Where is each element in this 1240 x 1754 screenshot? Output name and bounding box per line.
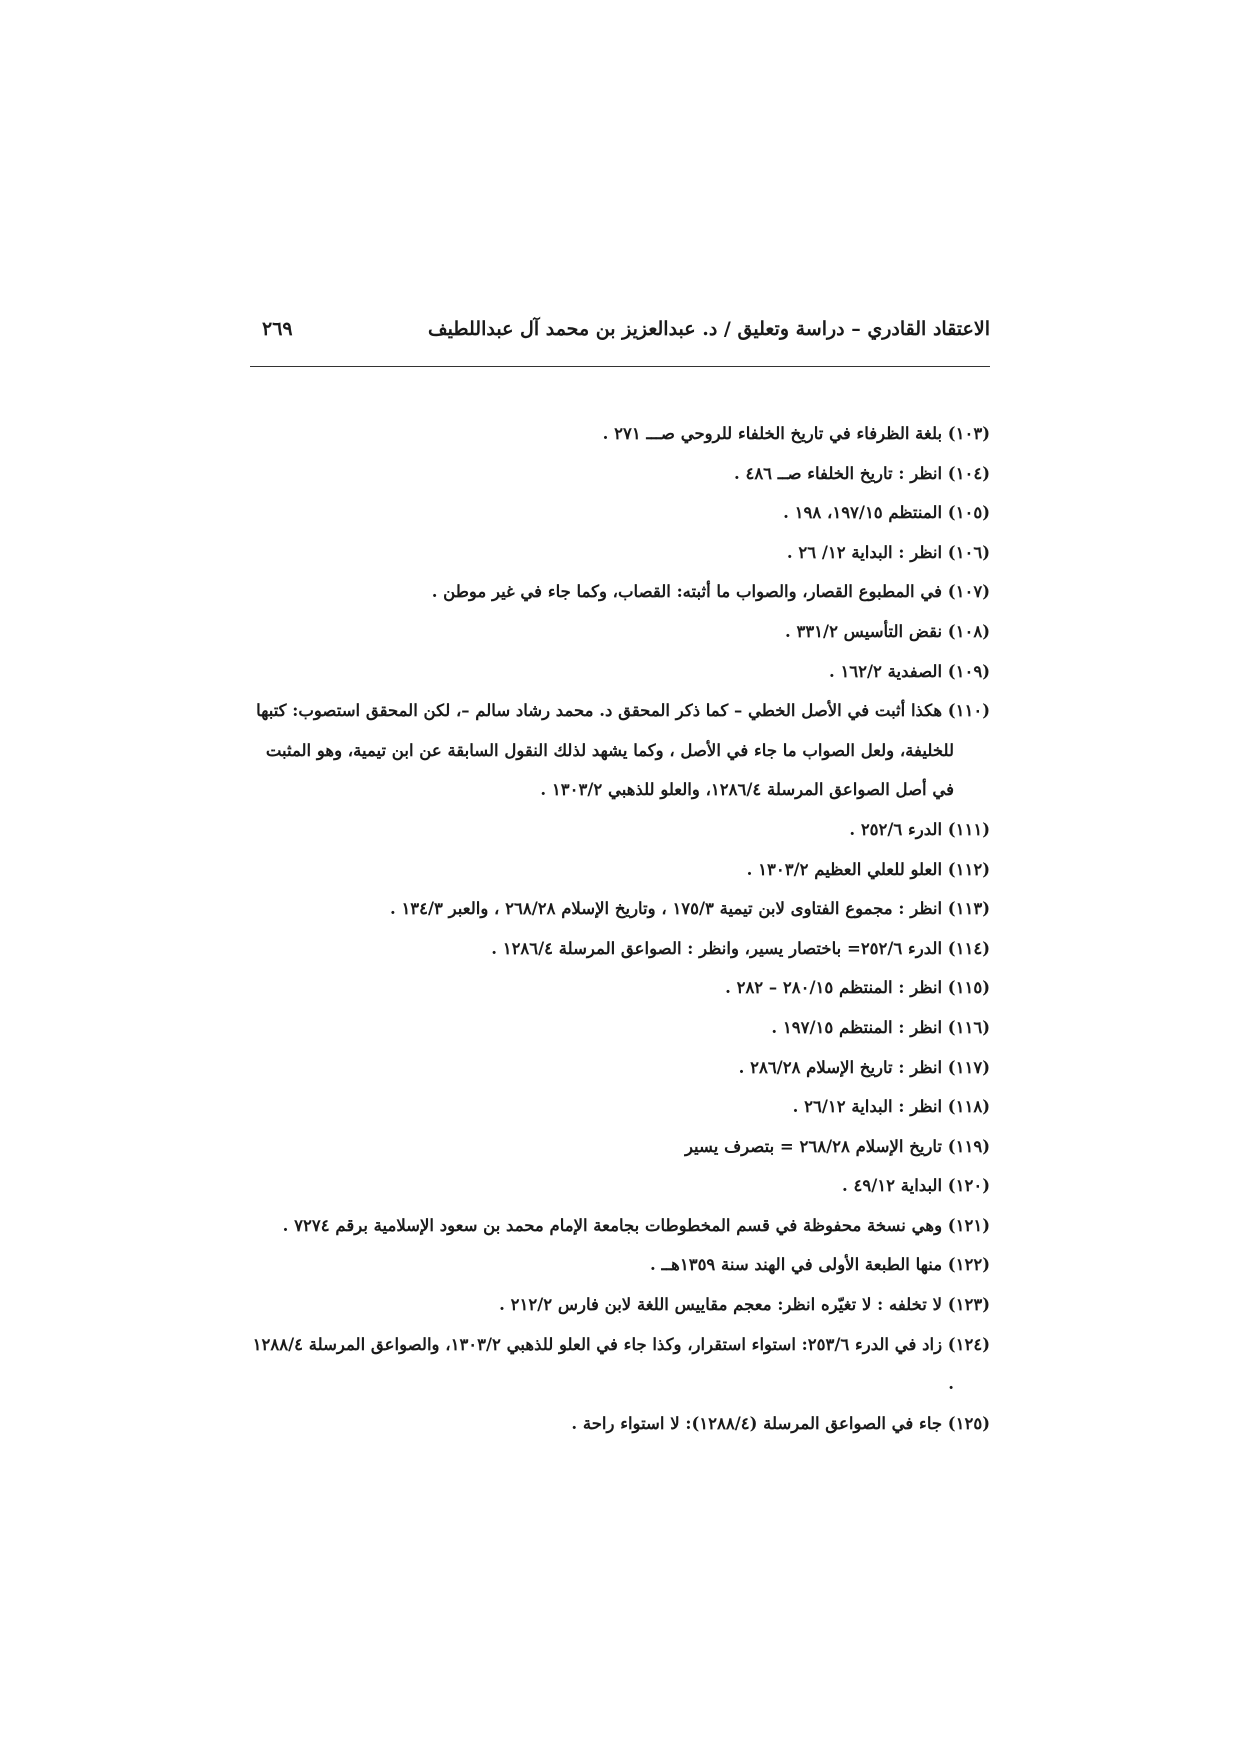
footnote-125: (١٢٥) جاء في الصواعق المرسلة (١٢٨٨/٤): لا استواء راحة .: [571, 1413, 990, 1433]
running-header: [250, 318, 990, 358]
footnote-120: (١٢٠) البداية ٤٩/١٢ .: [842, 1176, 990, 1196]
footnote-104: (١٠٤) انظر : تاريخ الخلفاء صــ ٤٨٦ .: [733, 463, 990, 483]
footnote-106: (١٠٦) انظر : البداية ١٢/ ٢٦ .: [786, 542, 990, 562]
footnote-109: (١٠٩) الصفدية ١٦٢/٢ .: [828, 661, 990, 681]
footnote-124: (١٢٤) زاد في الدرء ٢٥٣/٦: استواء استقرار، وكذا جاء في العلو للذهبي ١٣٠٣/٢، والصواعق المرسلة ١٢٨٨/٤ .: [252, 1334, 990, 1394]
footnote-116: (١١٦) انظر : المنتظم ١٩٧/١٥ .: [771, 1017, 990, 1037]
footnotes-list: [250, 414, 990, 1443]
footnote-115: (١١٥) انظر : المنتظم ٢٨٠/١٥ – ٢٨٢ .: [725, 978, 990, 998]
footnote-119: (١١٩) تاريخ الإسلام ٢٦٨/٢٨ = بتصرف يسير: [684, 1136, 990, 1156]
footnote-103: (١٠٣) بلغة الظرفاء في تاريخ الخلفاء للروحي صـــ ٢٧١ .: [602, 424, 990, 443]
footnote-111: (١١١) الدرء ٢٥٢/٦ .: [849, 819, 990, 839]
footnote-117: (١١٧) انظر : تاريخ الإسلام ٢٨٦/٢٨ .: [738, 1057, 990, 1077]
footnote-122: (١٢٢) منها الطبعة الأولى في الهند سنة ١٣٥٩هــ .: [649, 1255, 990, 1275]
page-number: ٢٦٩: [262, 318, 293, 340]
footnote-113: (١١٣) انظر : مجموع الفتاوى لابن تيمية ١٧٥/٣ ، وتاريخ الإسلام ٢٦٨/٢٨ ، والعبر ١٣٤/٣ .: [389, 899, 990, 919]
footnote-112: (١١٢) العلو للعلي العظيم ١٣٠٣/٢ .: [746, 859, 990, 879]
footnote-110: (١١٠) هكذا أثبت في الأصل الخطي – كما ذكر المحقق د. محمد رشاد سالم –، لكن المحقق استصوب: كتبها للخليفة، ولعل الصواب ما جاء في الأصل ، وكما يشهد لذلك النقول السابقة عن ابن تيمية، وهو المثبت في أصل الصواعق المرسلة ١٢٨٦/٤، والعلو للذهبي ١٣٠٣/٢ .: [256, 701, 990, 800]
running-title: الاعتقاد القادري – دراسة وتعليق / د. عبدالعزيز بن محمد آل عبداللطيف: [428, 318, 990, 340]
footnote-105: (١٠٥) المنتظم ١٩٧/١٥، ١٩٨ .: [783, 503, 990, 523]
footnote-123: (١٢٣) لا تخلفه : لا تغيّره انظر: معجم مقاييس اللغة لابن فارس ٢١٢/٢ .: [499, 1295, 990, 1315]
footnote-107: (١٠٧) في المطبوع القصار، والصواب ما أثبته: القصاب، وكما جاء في غير موطن .: [431, 582, 990, 602]
footnote-108: (١٠٨) نقض التأسيس ٣٣١/٢ .: [784, 621, 990, 641]
footnote-114: (١١٤) الدرء ٢٥٢/٦= باختصار يسير، وانظر : الصواعق المرسلة ١٢٨٦/٤ .: [491, 938, 990, 958]
footnote-118: (١١٨) انظر : البداية ٢٦/١٢ .: [792, 1097, 990, 1117]
footnote-121: (١٢١) وهي نسخة محفوظة في قسم المخطوطات بجامعة الإمام محمد بن سعود الإسلامية برقم ٧٢٧٤ .: [282, 1215, 990, 1235]
header-rule: [250, 366, 990, 367]
